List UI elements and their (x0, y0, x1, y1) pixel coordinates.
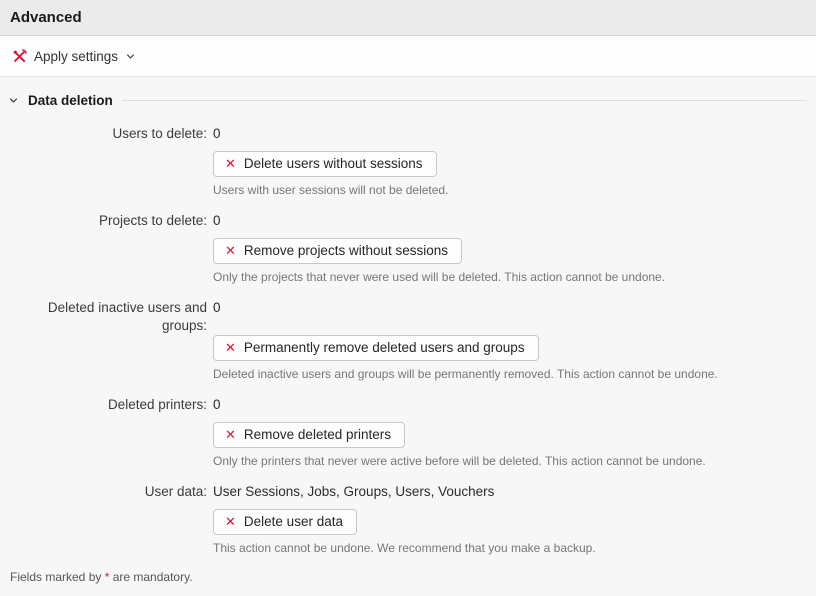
x-icon: ✕ (225, 427, 236, 442)
remove-projects-without-sessions-button[interactable] (213, 238, 462, 264)
field-deleted-inactive-users-groups (8, 299, 816, 382)
field-deleted-printers (8, 396, 816, 469)
asterisk: * (104, 570, 110, 584)
x-icon: ✕ (225, 156, 236, 171)
button-label: Delete users without sessions (243, 156, 423, 171)
permanently-remove-deleted-users-groups-button[interactable] (213, 335, 539, 361)
delete-user-data-button[interactable] (213, 509, 357, 535)
chevron-down-icon (125, 51, 136, 62)
tools-icon (12, 49, 27, 64)
button-label: Delete user data (243, 514, 343, 529)
button-label: Remove deleted printers (243, 427, 391, 442)
field-helper: This action cannot be undone. We recommend that you make a backup. (213, 541, 596, 555)
field-user-data (8, 483, 816, 556)
field-helper: Only the projects that never were used will be deleted. This action cannot be undone. (213, 270, 666, 284)
section-title: Data deletion (28, 93, 113, 108)
field-helper: Deleted inactive users and groups will be permanently removed. This action cannot be undone. (213, 367, 718, 381)
button-label: Permanently remove deleted users and groups (243, 340, 525, 355)
field-value: 0 (213, 300, 221, 315)
field-label: Deleted printers: (107, 397, 207, 412)
field-value: 0 (213, 126, 221, 141)
field-users-to-delete (8, 125, 816, 198)
chevron-down-icon (8, 95, 19, 106)
x-icon: ✕ (225, 340, 236, 355)
apply-settings-dropdown[interactable] (8, 45, 140, 68)
field-label: User data: (144, 484, 207, 499)
field-label: Deleted inactive users and groups: (47, 300, 207, 333)
main-content (0, 77, 816, 584)
section-data-deletion-toggle[interactable] (8, 93, 816, 108)
delete-users-without-sessions-button[interactable] (213, 151, 437, 177)
field-value: 0 (213, 213, 221, 228)
toolbar (0, 36, 816, 77)
field-projects-to-delete (8, 212, 816, 285)
remove-deleted-printers-button[interactable] (213, 422, 405, 448)
x-icon: ✕ (225, 243, 236, 258)
field-label: Projects to delete: (98, 213, 207, 228)
field-helper: Only the printers that never were active before will be deleted. This action cannot be undone. (213, 454, 706, 468)
apply-settings-label: Apply settings (34, 48, 119, 64)
field-value: 0 (213, 397, 221, 412)
section-divider (122, 100, 807, 101)
note-text: are mandatory. (109, 570, 193, 584)
page-title: Advanced (10, 9, 82, 26)
note-text: Fields marked by (10, 570, 105, 584)
field-label: Users to delete: (112, 126, 207, 141)
field-value: User Sessions, Jobs, Groups, Users, Vouchers (213, 484, 495, 499)
x-icon: ✕ (225, 514, 236, 529)
button-label: Remove projects without sessions (243, 243, 448, 258)
field-helper: Users with user sessions will not be deleted. (213, 183, 449, 197)
page-header (0, 0, 816, 36)
mandatory-fields-note (8, 570, 816, 584)
